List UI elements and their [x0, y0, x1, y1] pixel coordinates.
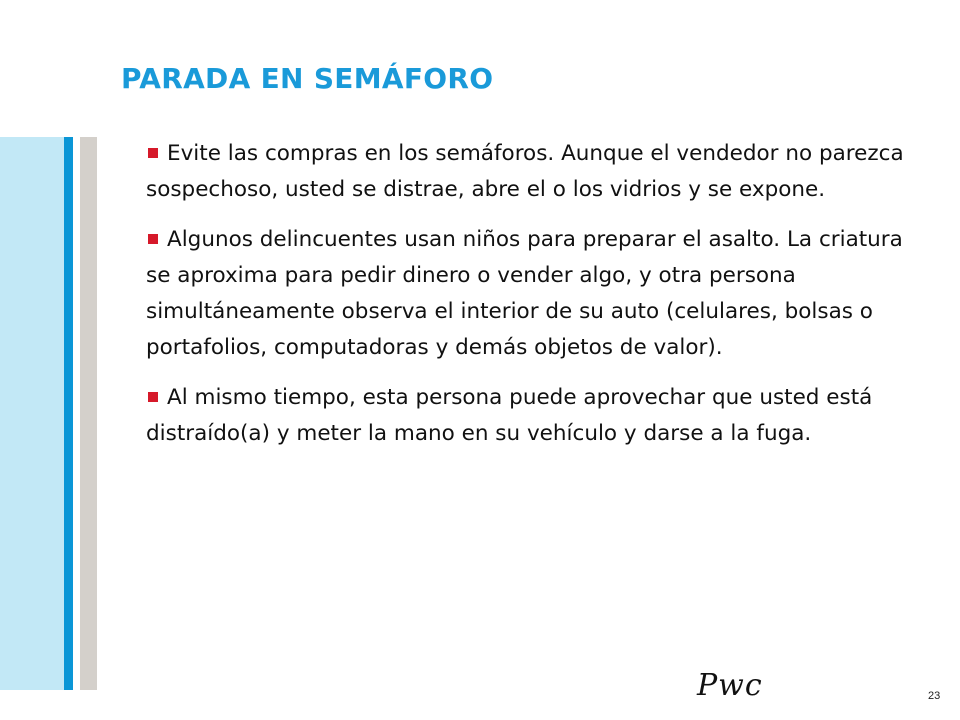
- decorative-bar-light-blue: [0, 137, 64, 690]
- bullet-item: [146, 222, 916, 366]
- pwc-logo: Pwc: [697, 668, 763, 703]
- bullet-list: [146, 136, 916, 466]
- square-bullet-icon: [148, 234, 158, 244]
- square-bullet-icon: [148, 148, 158, 158]
- decorative-bar-grey: [80, 137, 97, 690]
- bullet-item: [146, 136, 916, 208]
- page-number: 23: [928, 690, 941, 702]
- decorative-bar-gap: [73, 137, 80, 690]
- square-bullet-icon: [148, 392, 158, 402]
- bullet-text: Evite las compras en los semáforos. Aunque el vendedor no parezca sospechoso, usted se distrae, abre el o los vidrios y se expone.: [146, 141, 904, 202]
- decorative-bar-blue: [64, 137, 73, 690]
- bullet-text: Algunos delincuentes usan niños para preparar el asalto. La criatura se aproxima para pedir dinero o vender algo, y otra persona simultáneamente observa el interior de su auto (celulares, bolsas o portafolios, computadoras y demás objetos de valor).: [146, 227, 903, 360]
- bullet-text: Al mismo tiempo, esta persona puede aprovechar que usted está distraído(a) y meter la mano en su vehículo y darse a la fuga.: [146, 385, 873, 446]
- bullet-item: [146, 380, 916, 452]
- slide-title: PARADA EN SEMÁFORO: [121, 62, 494, 95]
